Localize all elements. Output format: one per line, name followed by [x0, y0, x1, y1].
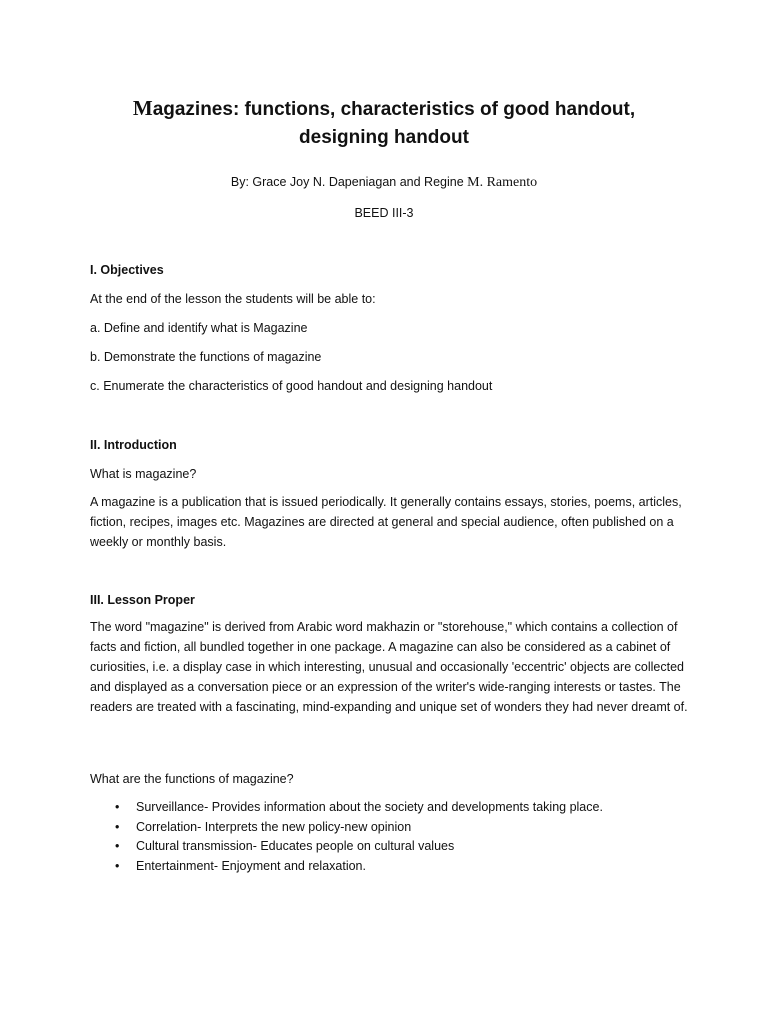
- function-text: Cultural transmission- Educates people on cultural values: [136, 839, 455, 853]
- function-text: Entertainment- Enjoyment and relaxation.: [136, 858, 366, 873]
- bullet-icon: •: [115, 839, 120, 853]
- title-line-2: designing handout: [299, 127, 469, 148]
- functions-list: [90, 798, 690, 876]
- objective-item: a. Define and identify what is Magazine: [90, 321, 308, 335]
- lesson-heading: III. Lesson Proper: [90, 593, 195, 607]
- author-byline: [0, 172, 768, 193]
- class-section: BEED III-3: [354, 206, 414, 220]
- objective-item: b. Demonstrate the functions of magazine: [90, 350, 322, 364]
- list-item: [90, 798, 690, 818]
- bullet-icon: •: [115, 819, 120, 834]
- objective-item: c. Enumerate the characteristics of good handout and designing handout: [90, 379, 493, 393]
- objectives-heading: I. Objectives: [90, 263, 164, 277]
- list-item: [90, 818, 690, 838]
- function-text: Correlation- Interprets the new policy-new opinion: [136, 819, 412, 834]
- list-item: [90, 857, 690, 877]
- functions-question: What are the functions of magazine?: [90, 772, 294, 786]
- bullet-icon: •: [115, 800, 120, 814]
- introduction-heading: II. Introduction: [90, 438, 177, 452]
- function-text: Surveillance- Provides information about the society and developments taking place.: [136, 800, 603, 814]
- byline-authors: By: Grace Joy N. Dapeniagan and Regine: [230, 175, 468, 189]
- introduction-paragraph: A magazine is a publication that is issued periodically. It generally contains essays, stories, poems, articles, fiction, recipes, images etc. Magazines are directed at general and special audience, often published on a weekly or monthly basis.: [90, 495, 682, 549]
- title-line-1-text: agazines: functions, characteristics of good handout,: [152, 99, 636, 120]
- lesson-paragraph: The word "magazine" is derived from Arabic word makhazin or "storehouse," which contains a collection of facts and fiction, all bundled together in one package. A magazine can also be considered as a cabinet of curiosities, i.e. a display case in which interesting, unusual and occasionally 'eccentric' objects are collected and displayed as a conversation piece or an expression of the writer's wide-ranging interests or tastes. The readers are treated with a fascinating, mind-expanding and unique set of wonders they had never dreamt of.: [90, 620, 688, 714]
- title-line-1: [0, 94, 768, 124]
- objectives-intro: At the end of the lesson the students will be able to:: [90, 292, 376, 306]
- bullet-icon: •: [115, 858, 120, 873]
- document-title: [0, 94, 768, 152]
- title-first-letter: M: [132, 96, 153, 120]
- list-item: [90, 837, 690, 857]
- byline-authors-end: M. Ramento: [467, 175, 538, 190]
- introduction-question: What is magazine?: [90, 467, 197, 481]
